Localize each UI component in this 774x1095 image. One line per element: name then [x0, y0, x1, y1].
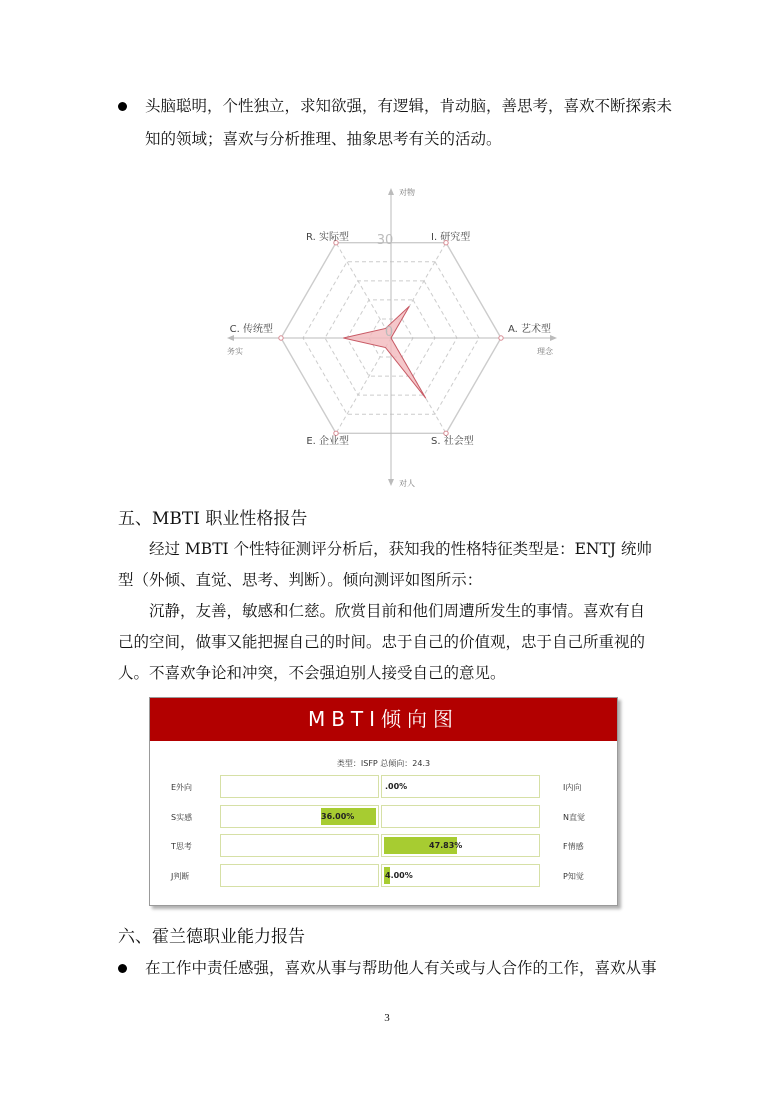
radar-vertex-dot [499, 336, 503, 340]
section-5-heading: 五、MBTI 职业性格报告 [118, 509, 308, 529]
bullet-icon [118, 102, 127, 111]
radar-spoke [336, 243, 394, 340]
radar-vertex-dot [279, 336, 283, 340]
mbti-row-e-i [150, 775, 617, 798]
mbti-left-percent: 36.00% [321, 812, 355, 821]
mbti-row-j-p [150, 864, 617, 887]
radar-label-conventional: C. 传统型 [229, 324, 273, 335]
radar-label-social: S. 社会型 [431, 436, 474, 447]
mbti-right-percent: 47.83% [429, 841, 463, 850]
bullet-paragraph-2 [118, 952, 678, 985]
axis-label-top: 对物 [399, 188, 415, 197]
radar-data-polygon [343, 306, 426, 398]
mbti-right-bar [381, 805, 540, 828]
page-number: 3 [384, 1012, 390, 1024]
radar-label-realistic: R. 实际型 [306, 232, 349, 243]
holland-radar-chart [215, 180, 565, 490]
mbti-right-percent: 4.00% [385, 871, 413, 880]
section-6-heading: 六、霍兰德职业能力报告 [118, 927, 305, 947]
section-5-paragraph-2: 沉静，友善，敏感和仁慈。欣赏目前和他们周遭所发生的事情。喜欢有自己的空间，做事又能把握自己的时间。忠于自己的价值观，忠于自己所重视的人。不喜欢争论和冲突，不会强迫别人接受自己的意见。 [118, 602, 646, 682]
mbti-row-s-n [150, 805, 617, 828]
axis-label-left: 务实 [227, 347, 243, 356]
arrow-right-icon [550, 335, 557, 341]
radar-label-investigative: I. 研究型 [431, 232, 471, 243]
mbti-right-label: P知觉 [563, 872, 584, 881]
mbti-left-label: S实感 [171, 813, 193, 822]
radar-spoke [336, 338, 391, 433]
bullet-paragraph-1 [118, 90, 678, 156]
mbti-right-percent: .00% [385, 782, 408, 791]
mbti-summary: 类型：ISFP 总倾向：24.3 [336, 759, 431, 768]
radar-scale-max: 30 [376, 233, 394, 248]
mbti-right-label: N直觉 [563, 813, 585, 822]
radar-label-artistic: A. 艺术型 [508, 324, 552, 335]
radar-scale-min: 0 [384, 325, 394, 340]
mbti-left-label: T思考 [171, 842, 192, 851]
bullet-text-2: 在工作中责任感强，喜欢从事与帮助他人有关或与人合作的工作，喜欢从事 [145, 959, 657, 977]
mbti-left-label: E外向 [171, 783, 193, 792]
mbti-right-bar [381, 834, 540, 857]
mbti-left-bar [220, 864, 379, 887]
arrow-top-icon [388, 188, 394, 195]
mbti-right-bar [381, 775, 540, 798]
arrow-left-icon [227, 335, 234, 341]
section-5-paragraph-1: 经过 MBTI 个性特征测评分析后，获知我的性格特征类型是：ENTJ 统帅型（外倾、直觉、思考、判断）。倾向测评如图所示： [118, 540, 652, 589]
bullet-icon [118, 964, 127, 973]
mbti-left-bar [220, 775, 379, 798]
mbti-left-bar [220, 834, 379, 857]
radar-label-enterprising: E. 企业型 [306, 436, 349, 447]
mbti-panel-title: MBTI倾向图 [150, 698, 617, 741]
radar-vertex-dot [334, 431, 338, 435]
mbti-right-label: I内向 [563, 783, 582, 792]
mbti-row-t-f [150, 834, 617, 857]
radar-vertex-dot [444, 431, 448, 435]
mbti-right-bar [381, 864, 540, 887]
mbti-right-label: F情感 [563, 842, 584, 851]
bullet-text-1: 头脑聪明，个性独立，求知欲强，有逻辑，肯动脑，善思考，喜欢不断探索未知的领域；喜欢与分析推理、抽象思考有关的活动。 [145, 97, 673, 148]
mbti-left-label: J判断 [171, 872, 190, 881]
axis-label-bottom: 对人 [399, 479, 415, 488]
arrow-bottom-icon [388, 479, 394, 486]
mbti-left-bar [220, 805, 379, 828]
mbti-tendency-panel [149, 697, 618, 906]
axis-label-right: 理念 [537, 347, 553, 356]
